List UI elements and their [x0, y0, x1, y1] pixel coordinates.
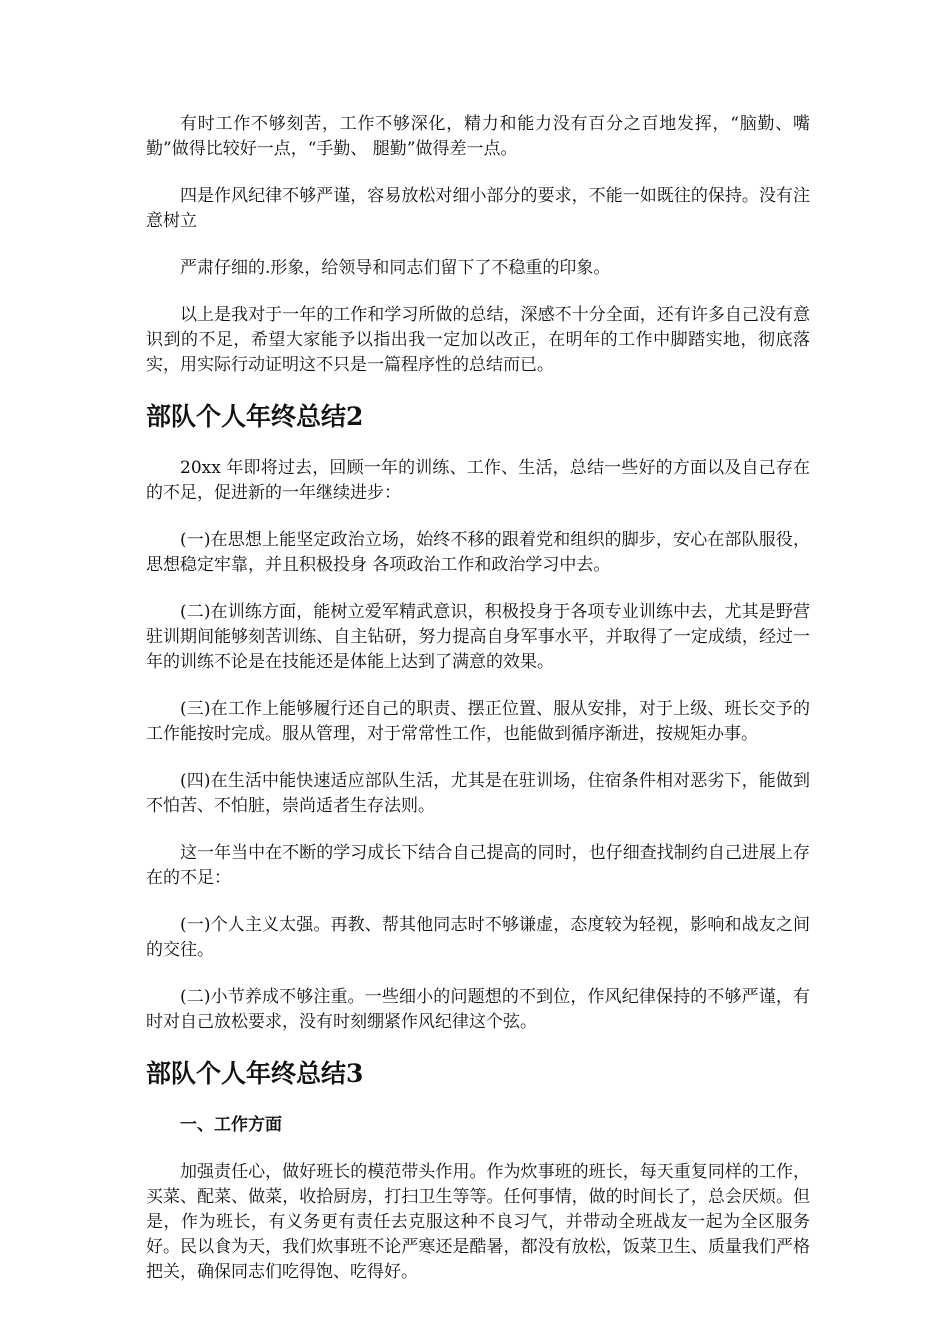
section-3-title: 部队个人年终总结3: [146, 1059, 364, 1088]
paragraph: 20xx 年即将过去，回顾一年的训练、工作、生活，总结一些好的方面以及自己存在的不足，促进新的一年继续进步：: [146, 458, 810, 503]
paragraph: (二)小节养成不够注重。一些细小的问题想的不到位，作风纪律保持的不够严谨，有时对自己放松要求，没有时刻绷紧作风纪律这个弦。: [146, 987, 810, 1032]
paragraph: (一)个人主义太强。再教、帮其他同志时不够谦虚，态度较为轻视，影响和战友之间的交往。: [146, 915, 810, 960]
paragraph: (一)在思想上能坚定政治立场，始终不移的跟着党和组织的脚步，安心在部队服役，思想稳定牢靠，并且积极投身 各项政治工作和政治学习中去。: [146, 530, 810, 575]
paragraph: 四是作风纪律不够严谨，容易放松对细小部分的要求，不能一如既往的保持。没有注意树立: [146, 186, 810, 231]
paragraph: 加强责任心，做好班长的模范带头作用。作为炊事班的班长，每天重复同样的工作，买菜、配菜、做菜，收拾厨房，打扫卫生等等。任何事情，做的时间长了，总会厌烦。但是，作为班长，有义务更有责任去克服这种不良习气，并带动全班战友一起为全区服务好。民以食为天，我们炊事班不论严寒还是酷暑，都没有放松，饭菜卫生、质量我们严格把关，确保同志们吃得饱、吃得好。: [146, 1162, 810, 1282]
paragraph: (三)在工作上能够履行还自己的职责、摆正位置、服从安排，对于上级、班长交予的工作能按时完成。服从管理，对于常常性工作，也能做到循序渐进，按规矩办事。: [146, 699, 810, 744]
paragraph: (四)在生活中能快速适应部队生活，尤其是在驻训场，住宿条件相对恶劣下，能做到不怕苦、不怕脏，崇尚适者生存法则。: [146, 771, 810, 816]
document-page: [146, 112, 810, 1307]
section-2-title: 部队个人年终总结2: [146, 402, 364, 431]
paragraph: 这一年当中在不断的学习成长下结合自己提高的同时，也仔细查找制约自己进展上存在的不足：: [146, 843, 810, 888]
paragraph: (二)在训练方面，能树立爱军精武意识，积极投身于各项专业训练中去，尤其是野营驻训期间能够刻苦训练、自主钻研，努力提高自身军事水平，并取得了一定成绩，经过一年的训练不论是在技能还是体能上达到了满意的效果。: [146, 602, 810, 672]
paragraph: 有时工作不够刻苦，工作不够深化，精力和能力没有百分之百地发挥，“脑勤、嘴勤”做得比较好一点，“手勤、 腿勤”做得差一点。: [146, 114, 810, 159]
paragraph: 以上是我对于一年的工作和学习所做的总结，深感不十分全面，还有许多自己没有意识到的不足，希望大家能予以指出我一定加以改正，在明年的工作中脚踏实地，彻底落实，用实际行动证明这不只是一篇程序性的总结而已。: [146, 305, 810, 375]
section-3-subheading: 一、工作方面: [180, 1115, 282, 1135]
paragraph: 严肃仔细的.形象，给领导和同志们留下了不稳重的印象。: [180, 258, 611, 278]
